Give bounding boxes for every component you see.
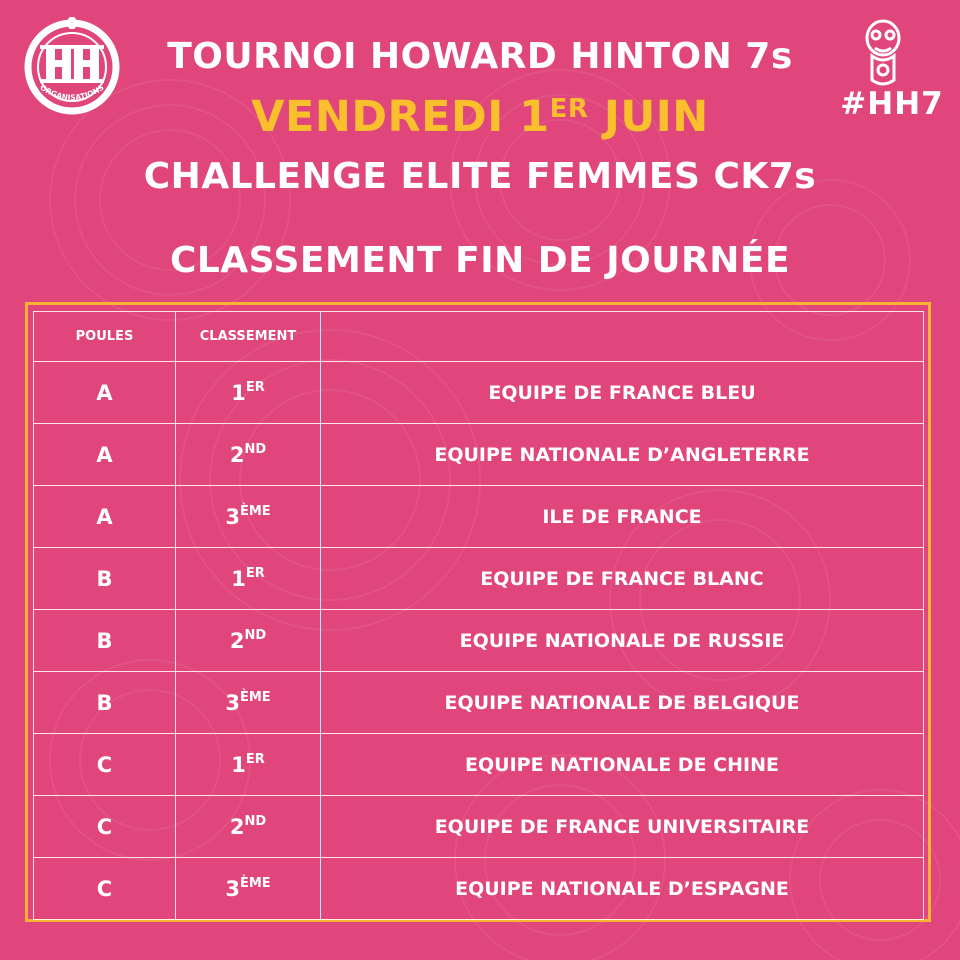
rank-cell: [176, 858, 321, 920]
team-cell: EQUIPE DE FRANCE UNIVERSITAIRE: [321, 796, 924, 858]
table-row: [34, 424, 924, 486]
rank-ordinal-suffix: ÈME: [239, 875, 271, 891]
rank-ordinal-suffix: ND: [244, 627, 267, 643]
poule-cell: B: [34, 548, 176, 610]
ranking-table: [33, 311, 924, 920]
team-cell: EQUIPE DE FRANCE BLANC: [321, 548, 924, 610]
team-cell: EQUIPE NATIONALE D’ESPAGNE: [321, 858, 924, 920]
header-classement: CLASSEMENT: [176, 312, 321, 362]
poule-cell: B: [34, 672, 176, 734]
rank-cell: [176, 362, 321, 424]
team-cell: ILE DE FRANCE: [321, 486, 924, 548]
rank-ordinal-suffix: ND: [244, 441, 267, 457]
rank-ordinal-suffix: ER: [245, 379, 265, 395]
event-date-ordinal: ER: [549, 94, 589, 124]
poule-cell: C: [34, 858, 176, 920]
poule-cell: B: [34, 610, 176, 672]
team-cell: EQUIPE NATIONALE DE RUSSIE: [321, 610, 924, 672]
table-row: [34, 362, 924, 424]
rank-number: 3: [225, 690, 240, 715]
competition-title: CHALLENGE ELITE FEMMES CK7s: [143, 156, 817, 197]
tournament-title: TOURNOI HOWARD HINTON 7s: [167, 36, 793, 77]
rank-cell: [176, 672, 321, 734]
rank-ordinal-suffix: ÈME: [239, 503, 271, 519]
rank-number: 2: [229, 628, 245, 653]
poule-cell: A: [34, 362, 176, 424]
rank-number: 2: [229, 814, 245, 839]
hashtag: #HH7: [840, 86, 944, 122]
poule-cell: C: [34, 734, 176, 796]
rank-ordinal-suffix: ÈME: [239, 689, 271, 705]
rank-number: 3: [225, 876, 240, 901]
section-title: CLASSEMENT FIN DE JOURNÉE: [169, 240, 791, 281]
rank-ordinal-suffix: ER: [245, 565, 265, 581]
table-row: [34, 734, 924, 796]
svg-text:ORGANISATIONS: ORGANISATIONS: [38, 82, 106, 103]
event-date-month: JUIN: [588, 92, 709, 142]
table-header-row: [34, 312, 924, 362]
rank-cell: [176, 486, 321, 548]
event-date-main: VENDREDI 1: [251, 92, 550, 142]
rank-cell: [176, 796, 321, 858]
hh-organisations-logo: [22, 15, 122, 115]
poule-cell: C: [34, 796, 176, 858]
header-poules: POULES: [34, 312, 176, 362]
rank-number: 2: [229, 442, 245, 467]
table-row: [34, 486, 924, 548]
rank-ordinal-suffix: ER: [245, 751, 265, 767]
table-row: [34, 858, 924, 920]
header-team: [321, 312, 924, 362]
table-row: [34, 796, 924, 858]
rank-ordinal-suffix: ND: [244, 813, 267, 829]
rank-number: 1: [231, 566, 246, 591]
rank-number: 1: [231, 752, 246, 777]
team-cell: EQUIPE NATIONALE D’ANGLETERRE: [321, 424, 924, 486]
table-row: [34, 548, 924, 610]
rank-cell: [176, 424, 321, 486]
rank-number: 3: [225, 504, 240, 529]
event-date: [140, 92, 820, 142]
rank-cell: [176, 610, 321, 672]
team-cell: EQUIPE NATIONALE DE CHINE: [321, 734, 924, 796]
table-row: [34, 672, 924, 734]
team-cell: EQUIPE NATIONALE DE BELGIQUE: [321, 672, 924, 734]
table-row: [34, 610, 924, 672]
rank-number: 1: [231, 380, 246, 405]
poule-cell: A: [34, 486, 176, 548]
tiki-icon: [860, 18, 906, 90]
rank-cell: [176, 734, 321, 796]
poule-cell: A: [34, 424, 176, 486]
team-cell: EQUIPE DE FRANCE BLEU: [321, 362, 924, 424]
rank-cell: [176, 548, 321, 610]
